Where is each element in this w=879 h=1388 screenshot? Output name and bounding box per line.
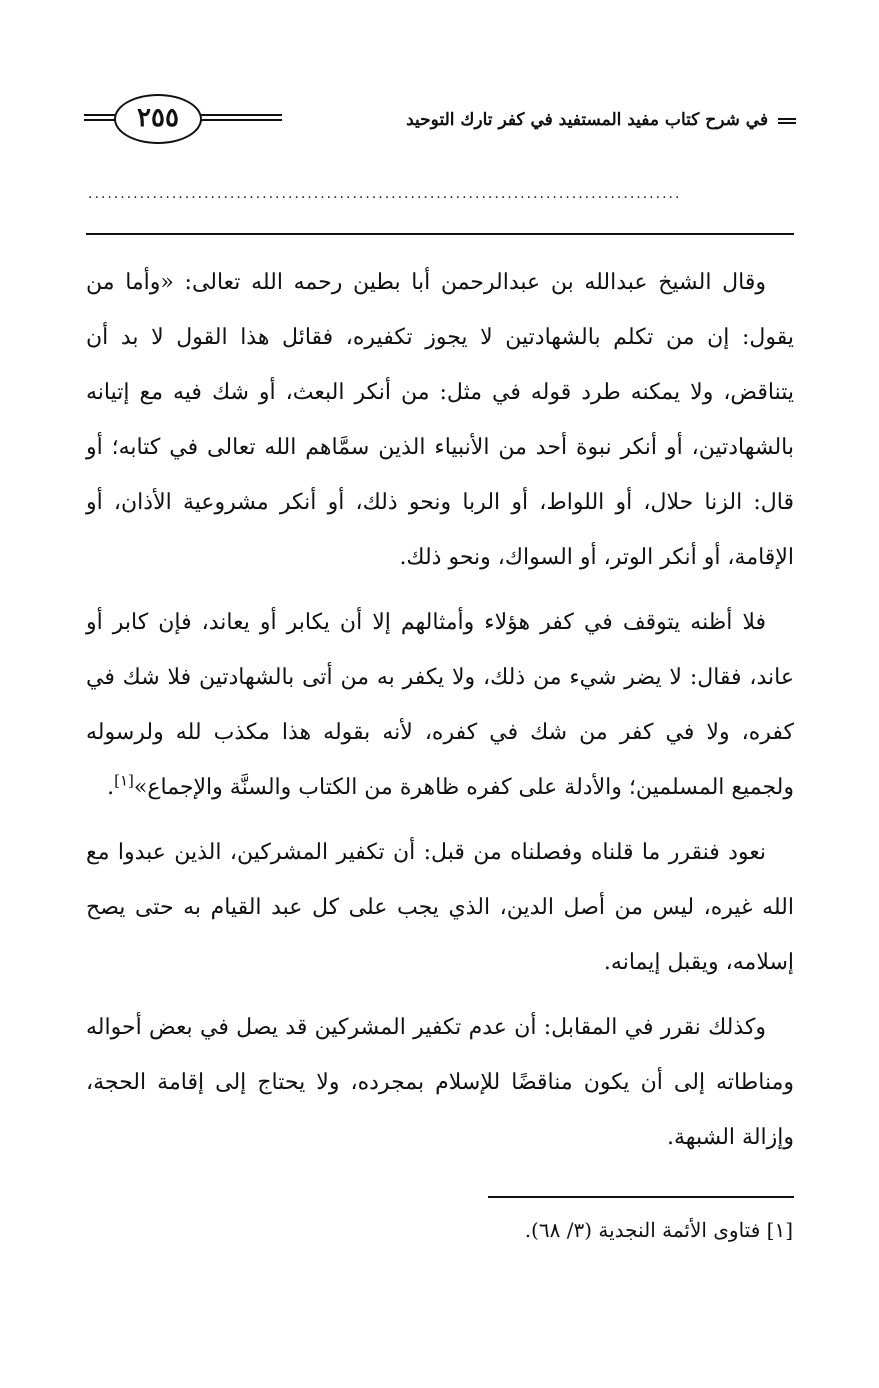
paragraph [86, 825, 794, 990]
header-rule [86, 233, 794, 235]
paragraph-text: فلا أظنه يتوقف في كفر هؤلاء وأمثالهم إلا أن يكابر أو يعاند، فإن كابر أو عاند، فقال: لا يضر شيء من ذلك، ولا يكفر به من أتى بالشهادتين فلا شك في كفره، ولا في كفر من شك في كفره، لأنه بقوله هذا مكذب لله ولرسوله ولجميع المسلمين؛ والأدلة على كفره ظاهرة من الكتاب والسنَّة والإجماع» [86, 610, 794, 800]
dotted-separator: ............................................................................................ [88, 186, 682, 202]
footnote-ref-tail: . [107, 775, 115, 800]
paragraph [86, 255, 794, 585]
page-header [80, 92, 796, 150]
paragraph-text: وقال الشيخ عبدالله بن عبدالرحمن أبا بطين رحمه الله تعالى: «وأما من يقول: إن من تكلم بالشهادتين لا يجوز تكفيره، فقائل هذا القول لا بد أن يتناقض، ولا يمكنه طرد قوله في مثل: من أنكر البعث، أو شك فيه مع إتيانه بالشهادتين، أو أنكر نبوة أحد من الأنبياء الذين سمَّاهم الله تعالى في كتابه؛ أو قال: الزنا حلال، أو اللواط، أو الربا ونحو ذلك، أو أنكر مشروعية الأذان، أو الإقامة، أو أنكر الوتر، أو السواك، ونحو ذلك. [86, 270, 794, 570]
title-dash-ornament [778, 118, 796, 124]
footnote-rule [488, 1196, 794, 1198]
paragraph [86, 1000, 794, 1165]
body-text [86, 255, 794, 1175]
paragraph [86, 595, 794, 815]
running-title-text: في شرح كتاب مفيد المستفيد في كفر تارك التوحيد [406, 110, 769, 130]
paragraph-text: وكذلك نقرر في المقابل: أن عدم تكفير المشركين قد يصل في بعض أحواله ومناطاته إلى أن يكون مناقضًا للإسلام بمجرده، ولا يحتاج إلى إقامة الحجة، وإزالة الشبهة. [86, 1015, 794, 1150]
page-number: ٢٥٥ [114, 94, 202, 144]
paragraph-text: نعود فنقرر ما قلناه وفصلناه من قبل: أن تكفير المشركين، الذين عبدوا مع الله غيره، ليس من أصل الدين، الذي يجب على كل عبد القيام به حتى يصح إسلامه، ويقبل إيمانه. [86, 840, 794, 975]
footnote-reference[interactable]: [١] [114, 771, 134, 790]
footnote: [١] فتاوى الأئمة النجدية (٣/ ٦٨). [524, 1218, 793, 1242]
header-double-rule-right [200, 114, 282, 121]
header-double-rule-left [84, 114, 116, 121]
running-title [406, 110, 796, 130]
